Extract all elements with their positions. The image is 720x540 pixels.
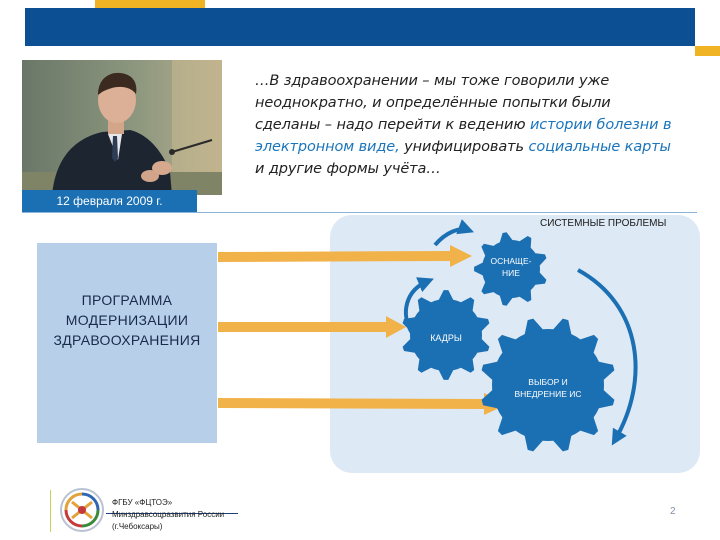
- quote-prefix: …В здравоохранении: [255, 73, 418, 89]
- footer-divider: [50, 490, 51, 532]
- program-line-3: ЗДРАВООХРАНЕНИЯ: [53, 332, 201, 348]
- organization-logo-icon: [58, 486, 106, 534]
- program-line-2: МОДЕРНИЗАЦИИ: [65, 312, 189, 328]
- gear-label-staff: КАДРЫ: [430, 333, 462, 343]
- header-accent-left: [95, 0, 205, 8]
- header-accent-right: [695, 46, 720, 56]
- organization-text: [112, 497, 224, 533]
- gear-label-equipment-1: ОСНАЩЕ-: [490, 256, 532, 266]
- quote-highlight-1: истории болезни в электронном виде,: [255, 117, 672, 155]
- arrow-to-choice: [218, 393, 508, 415]
- quote-part-1: – мы тоже говорили уже неоднократно, и определённые попытки были сделаны – надо перейти к ведению: [255, 73, 611, 133]
- page-number: 2: [670, 506, 676, 517]
- org-line-3: (г.Чебоксары): [112, 522, 163, 531]
- quote-highlight-2: социальные карты: [528, 139, 671, 155]
- gears-diagram: [210, 215, 700, 475]
- presenter-photo: [22, 60, 222, 195]
- divider-line: [22, 212, 697, 213]
- quote-text: [255, 70, 675, 180]
- program-line-1: ПРОГРАММА: [81, 292, 173, 308]
- quote-part-3: и другие формы учёта…: [255, 161, 441, 177]
- arrow-to-equipment: [218, 245, 472, 267]
- systems-title: СИСТЕМНЫЕ ПРОБЛЕМЫ: [540, 218, 667, 229]
- program-title: [37, 290, 217, 350]
- quote-part-2: унифицировать: [399, 139, 529, 155]
- arrow-to-staff: [218, 316, 406, 338]
- org-line-1: ФГБУ «ФЦТОЭ»: [112, 498, 173, 507]
- date-badge: 12 февраля 2009 г.: [22, 190, 197, 212]
- cycle-arrow-icon: [435, 229, 468, 245]
- header-bar: [25, 8, 695, 46]
- gear-label-equipment-2: НИЕ: [502, 268, 520, 278]
- gear-label-choice-2: ВНЕДРЕНИЕ ИС: [514, 389, 582, 399]
- org-line-2: Минздравсоцразвития России: [112, 510, 225, 519]
- gear-label-choice-1: ВЫБОР И: [528, 377, 568, 387]
